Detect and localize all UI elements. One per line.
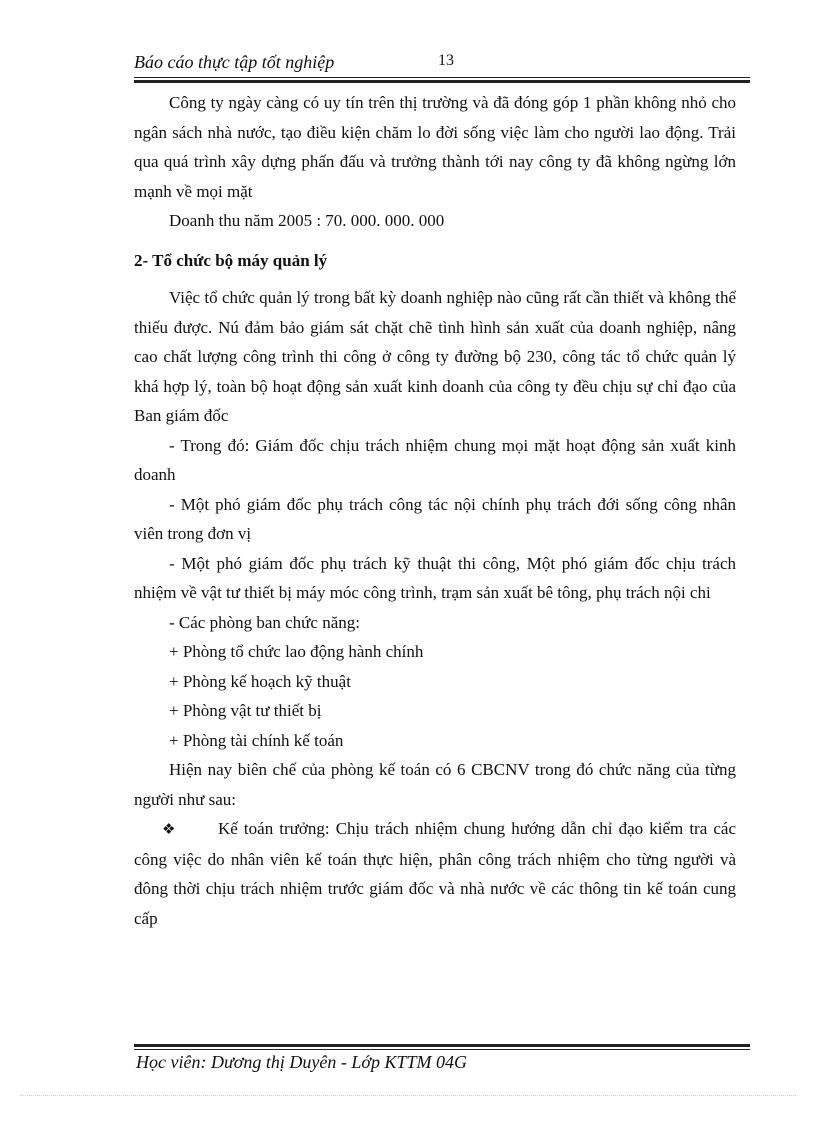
paragraph-director: - Trong đó: Giám đốc chịu trách nhiệm chung mọi mặt hoạt động sản xuất kinh doanh [134, 435, 736, 484]
footer-rule-thin [134, 1049, 750, 1050]
page-content [134, 88, 736, 933]
bullet-chief-accountant [134, 814, 736, 933]
footer-rule-thick [134, 1044, 750, 1047]
page-header [134, 50, 750, 78]
paragraph-deputy-1: - Một phó giám đốc phụ trách công tác nội chính phụ trách đới sống công nhân viên trong đơn vị [134, 494, 736, 543]
header-title: Báo cáo thực tập tốt nghiệp [134, 52, 335, 72]
department-item: + Phòng tài chính kế toán [169, 730, 344, 750]
footer-student-info: Học viên: Dương thị Duyên - Lớp KTTM 04G [136, 1052, 467, 1072]
bullet-text: Kế toán trưởng: Chịu trách nhiệm chung hướng dẫn chỉ đạo kiểm tra các công việc do nhân viên kế toán thực hiện, phân công trách nhiệm cho từng người và đông thời chịu trách nhiệm trước giám đốc và nhà nước về các thông tin kế toán cung cấp [134, 819, 736, 928]
department-item: + Phòng tổ chức lao động hành chính [169, 642, 424, 661]
paragraph-management: Việc tổ chức quản lý trong bất kỳ doanh nghiệp nào cũng rất cần thiết và không thể thiếu được. Nú đảm bảo giám sát chặt chẽ tình hình sản xuất của doanh nghiệp, nâng cao chất lượng công trình thi công ở công ty đường bộ 230, công tác tổ chức quản lý khá hợp lý, toàn bộ hoạt động sản xuất kinh doanh của công ty đều chịu sự chỉ đạo của Ban giám đốc [134, 288, 736, 425]
paragraph-deputy-2: - Một phó giám đốc phụ trách kỹ thuật thi công, Một phó giám đốc chịu trách nhiệm về vật tư thiết bị máy móc công trình, trạm sản xuất bê tông, phụ trách nội chi [134, 553, 736, 602]
paragraph-revenue: Doanh thu năm 2005 : 70. 000. 000. 000 [169, 211, 445, 230]
section-heading: 2- Tổ chức bộ máy quản lý [134, 250, 328, 270]
paragraph-reputation: Công ty ngày càng có uy tín trên thị trường và đã đóng góp 1 phần không nhỏ cho ngân sách nhà nước, tạo điều kiện chăm lo đời sống việc làm cho người lao động. Trải qua quá trình xây dựng phấn đấu và trưởng thành tới nay công ty đã không ngừng lớn mạnh về mọi mặt [134, 93, 736, 201]
departments-intro: - Các phòng ban chức năng: [169, 612, 360, 632]
department-item: + Phòng kế hoạch kỹ thuật [169, 671, 351, 691]
department-item: + Phòng vật tư thiết bị [169, 701, 322, 720]
page-number: 13 [438, 52, 454, 69]
header-rule-thin [134, 77, 750, 78]
diamond-bullet-icon: ❖ [162, 820, 176, 838]
paragraph-accounting-staff: Hiện nay biên chế của phòng kế toán có 6 CBCNV trong đó chức năng của từng người như sau: [134, 760, 736, 809]
page-bottom-border [20, 1095, 796, 1096]
header-rule-thick [134, 80, 750, 83]
